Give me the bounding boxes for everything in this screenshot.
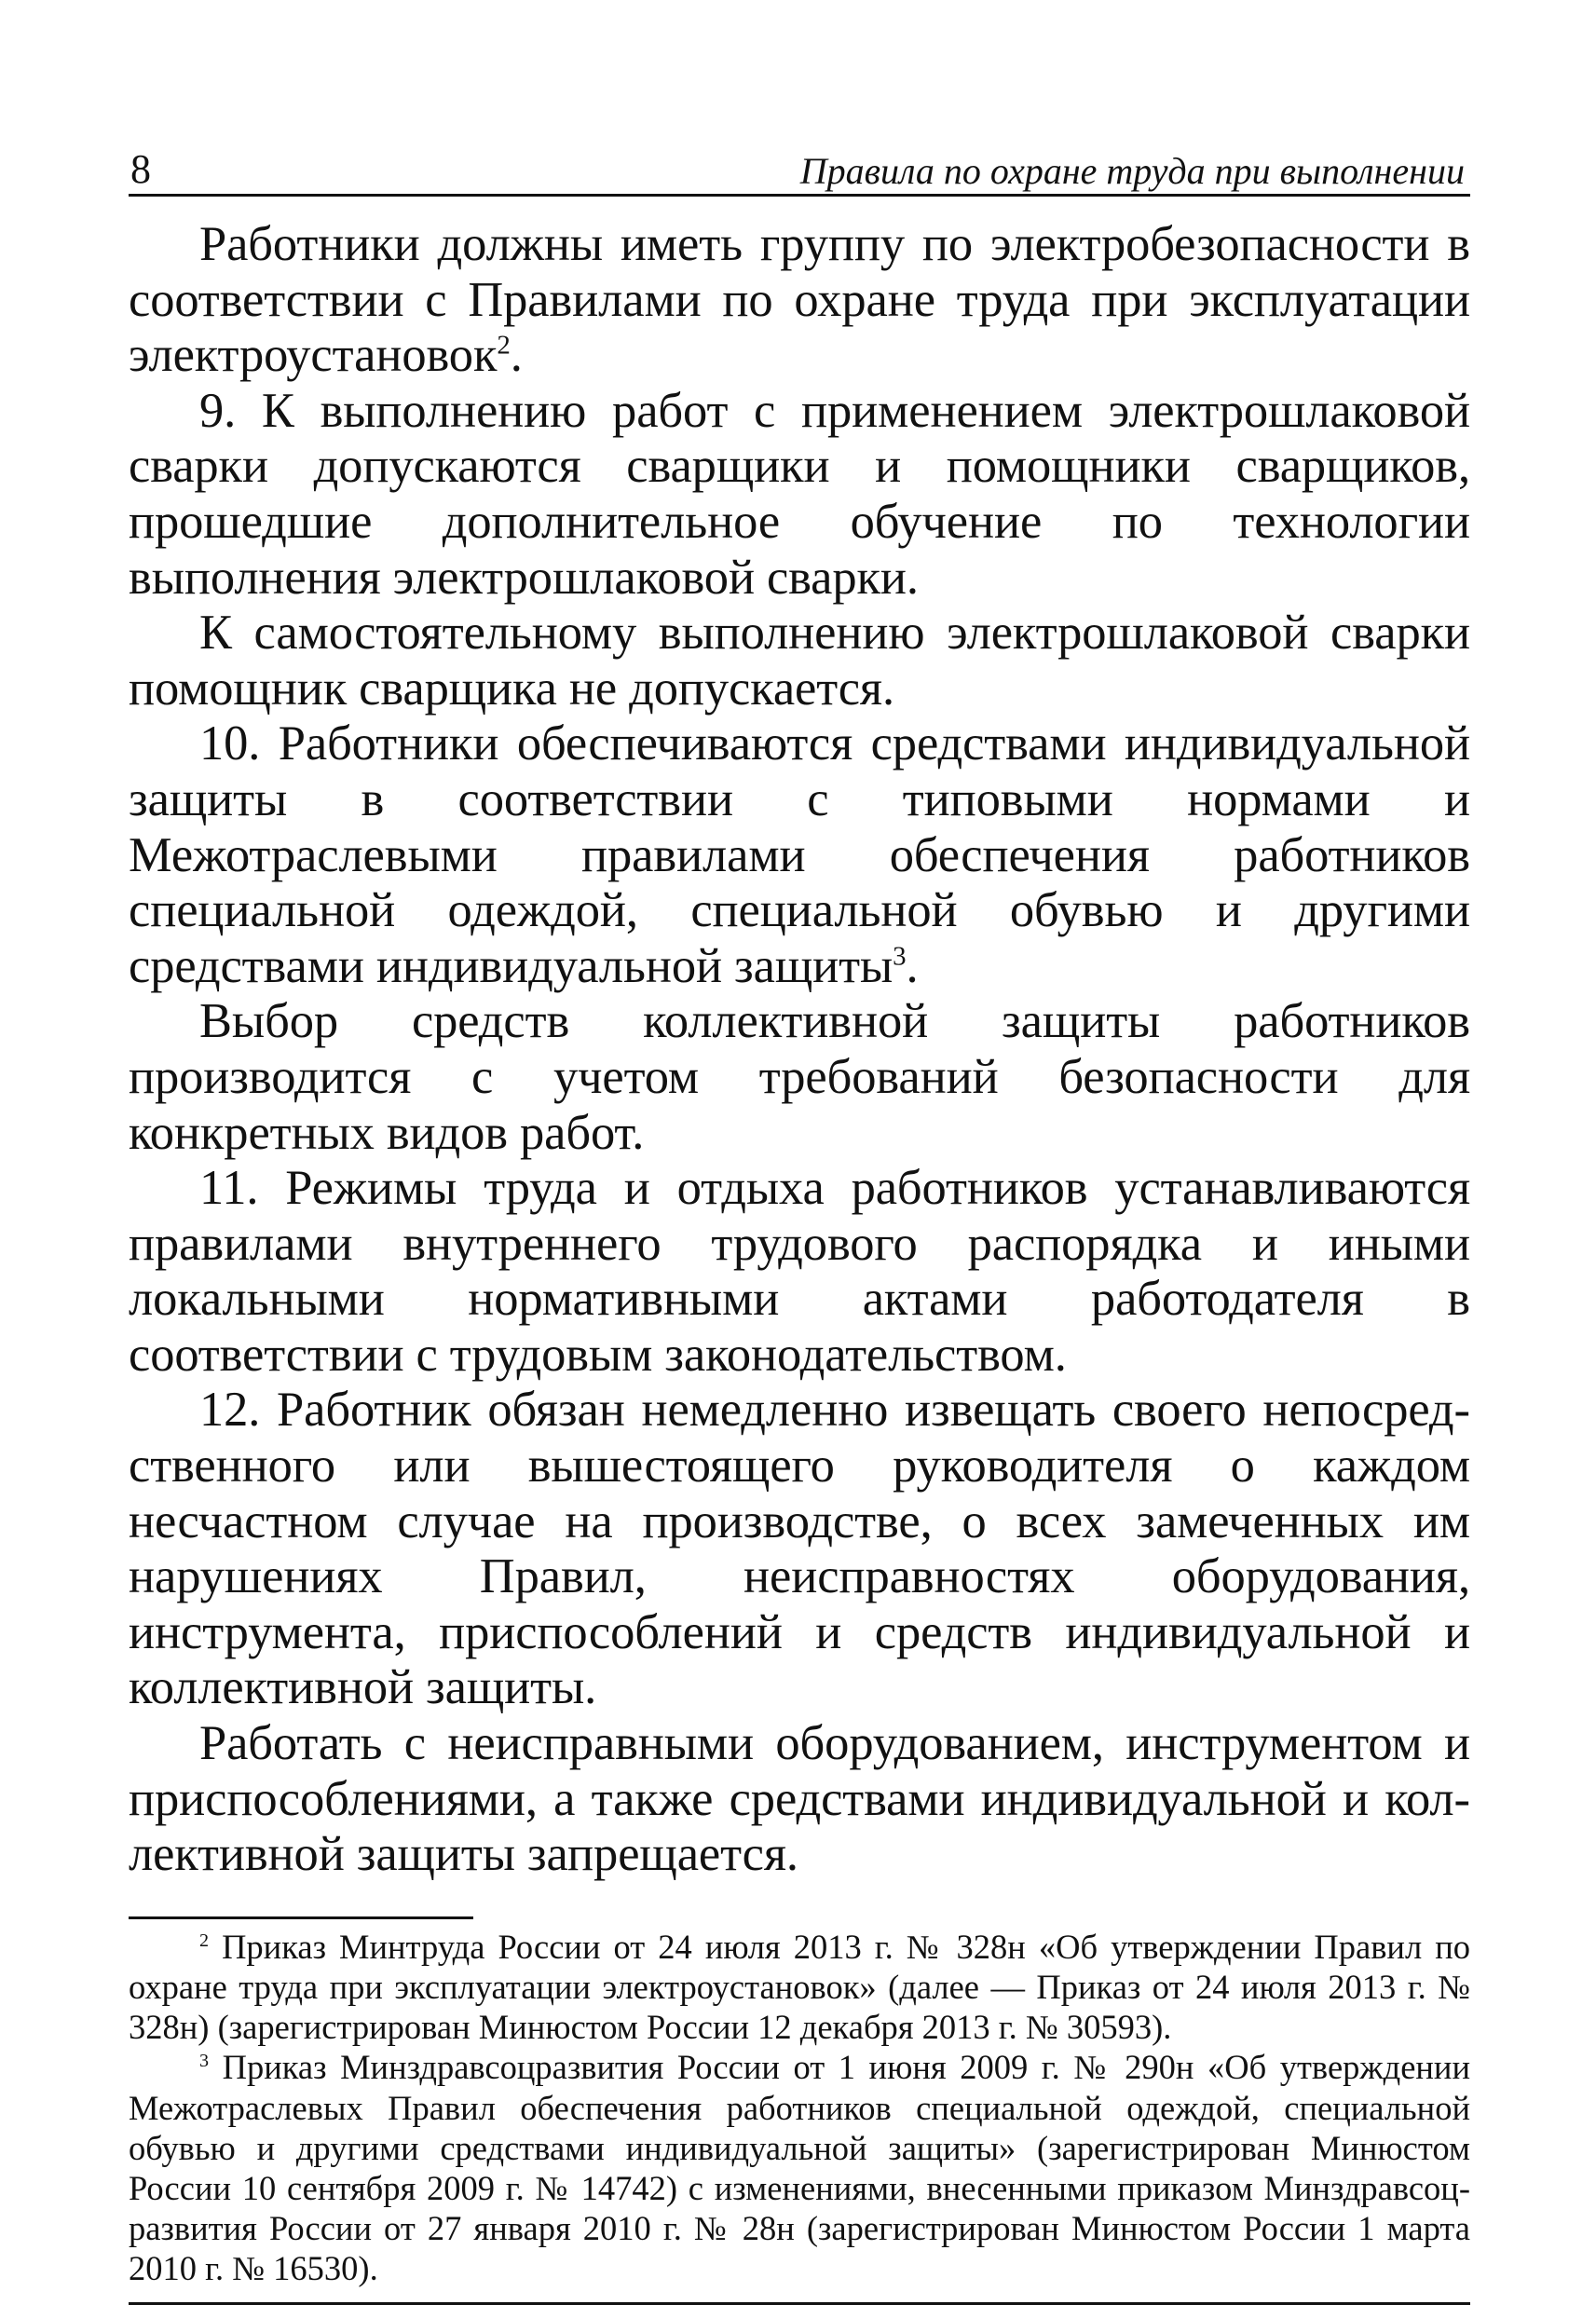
footnote-separator bbox=[129, 1916, 473, 1919]
footnotes bbox=[129, 1927, 1470, 2289]
paragraph: Работать с неисправными оборудованием, инструментом и приспособлениями, а также средствами индивидуальной и коллективной защиты запрещается. bbox=[129, 1716, 1470, 1882]
running-header bbox=[129, 140, 1470, 197]
paragraph: 10. Работники обеспечиваются средствами индивидуальной защиты в соответствии с типовыми нормами и Межотраслевыми правилами обеспечения работников специальной одеждой, специальной обувью и другими средствами индивидуальной защиты$^3$. bbox=[129, 716, 1470, 993]
footnote: $^3$ Приказ Минздравсоцразвития России от 1 июня 2009 г. № 290н «Об утверждении Межотраслевых Правил обеспечения работников специальной одеждой, специальной обувью и другими средствами индивидуальной защиты» (зарегистрирован Минюстом России 10 сентября 2009 г. № 14742) с изменениями, внесенными приказом Минздравсоцразвития России от 27 января 2010 г. № 28н (зарегистрирован Минюстом России 1 марта 2010 г. № 16530). bbox=[129, 2048, 1470, 2288]
body-text bbox=[129, 217, 1470, 1883]
paragraph: Выбор средств коллективной защиты работников производится с учетом требований безопасности для конкретных видов работ. bbox=[129, 994, 1470, 1160]
paragraph: К самостоятельному выполнению электрошлаковой сварки помощник сварщика не допускается. bbox=[129, 606, 1470, 716]
footnote-ref: 2 bbox=[497, 330, 511, 361]
paragraph: Работники должны иметь группу по электробезопасности в соответствии с Правилами по охране труда при эксплуатации электроустановок$^2$. bbox=[129, 217, 1470, 383]
footnote: $^2$ Приказ Минтруда России от 24 июля 2013 г. № 328н «Об утверждении Правил по охране труда при эксплуатации электроустановок» (далее — Приказ от 24 июля 2013 г. № 328н) (зарегистрирован Минюстом России 12 декабря 2013 г. № 30593). bbox=[129, 1927, 1470, 2047]
paragraph: 12. Работник обязан немедленно извещать своего непосредственного или вышестоящего руководителя о каждом несчастном случае на производстве, о всех замеченных им нарушениях Правил, неисправностях оборудования, инструмента, приспособлений и средств индивидуальной и коллективной защиты. bbox=[129, 1383, 1470, 1715]
footnote-marker: 3 bbox=[199, 2051, 210, 2072]
footnote-marker: 2 bbox=[199, 1930, 210, 1951]
page-number: 8 bbox=[130, 146, 151, 192]
paragraph: 11. Режимы труда и отдыха работников устанавливаются правилами внутреннего трудового распорядка и иными локальными нормативными актами работодателя в соответствии с трудовым законодательством. bbox=[129, 1161, 1470, 1382]
running-title: Правила по охране труда при выполнении bbox=[799, 150, 1465, 192]
paragraph: 9. К выполнению работ с применением электрошлаковой сварки допускаются сварщики и помощники сварщиков, прошедшие дополнительное обучение по технологии выполнения электрошлаковой сварки. bbox=[129, 383, 1470, 605]
book-page bbox=[129, 140, 1470, 2305]
bottom-rule bbox=[129, 2302, 1470, 2305]
footnote-ref: 3 bbox=[893, 941, 907, 972]
